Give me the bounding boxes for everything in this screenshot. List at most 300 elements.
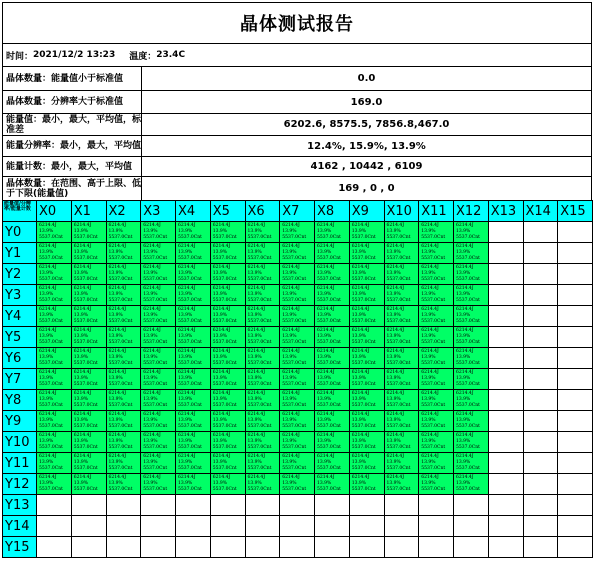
crystal-cell-line2: 13.9% xyxy=(456,270,471,276)
crystal-cell xyxy=(349,432,384,453)
crystal-cell xyxy=(37,453,72,474)
crystal-cell-line2: 13.9% xyxy=(39,291,54,297)
crystal-cell-line1: 6214.4J xyxy=(456,328,474,333)
crystal-cell-line1: 6214.4J xyxy=(212,454,231,459)
crystal-cell-line2: 13.9% xyxy=(39,228,54,234)
crystal-cell xyxy=(384,285,419,306)
crystal-cell-line2: 13.9% xyxy=(212,480,228,486)
crystal-cell-line3: 5537.0Cnt xyxy=(73,360,98,366)
crystal-cell xyxy=(210,516,245,537)
crystal-cell-line1: 6214.4J xyxy=(386,307,405,312)
crystal-cell xyxy=(454,453,489,474)
crystal-cell xyxy=(71,369,106,390)
crystal-cell-line1: 6214.4J xyxy=(386,391,405,396)
crystal-cell-line1: 6214.4J xyxy=(317,412,335,417)
crystal-cell xyxy=(315,516,350,537)
crystal-cell xyxy=(349,222,384,243)
crystal-cell-line1: 6214.4J xyxy=(247,286,266,291)
crystal-cell-line3: 5537.0Cnt xyxy=(212,234,237,240)
crystal-cell-line1: 6214.4J xyxy=(456,307,474,312)
crystal-cell xyxy=(245,390,280,411)
crystal-cell-line1: 6214.4J xyxy=(421,328,439,333)
crystal-cell xyxy=(384,537,419,558)
crystal-cell-line3: 5537.0Cnt xyxy=(178,255,202,261)
crystal-cell xyxy=(141,411,176,432)
crystal-cell-line1: 6214.4J xyxy=(421,412,439,417)
crystal-cell-line3: 5537.0Cnt xyxy=(282,360,307,366)
grid-row xyxy=(3,411,593,432)
grid-row xyxy=(3,390,593,411)
crystal-cell xyxy=(210,390,245,411)
crystal-cell-line1: 6214.4J xyxy=(39,433,57,438)
crystal-cell-line3: 5537.0Cnt xyxy=(178,444,202,450)
crystal-cell xyxy=(106,264,141,285)
crystal-cell-line3: 5537.0Cnt xyxy=(73,297,98,303)
crystal-cell-line3: 5537.0Cnt xyxy=(386,381,411,387)
crystal-cell-line2: 13.9% xyxy=(39,459,54,465)
crystal-cell-line2: 13.9% xyxy=(421,333,436,339)
crystal-cell-line2: 13.9% xyxy=(212,249,228,255)
crystal-cell xyxy=(176,348,211,369)
crystal-cell xyxy=(488,243,523,264)
crystal-cell-line1: 6214.4J xyxy=(178,328,196,333)
crystal-cell-line3: 5537.0Cnt xyxy=(351,234,376,240)
crystal-cell xyxy=(315,474,350,495)
crystal-cell-line2: 13.9% xyxy=(143,396,158,402)
crystal-cell-line2: 13.9% xyxy=(212,375,228,381)
crystal-cell-line3: 5537.0Cnt xyxy=(39,276,63,282)
crystal-cell-line2: 13.9% xyxy=(247,396,262,402)
crystal-cell-line3: 5537.0Cnt xyxy=(351,486,376,492)
crystal-cell xyxy=(558,453,593,474)
crystal-cell-line3: 5537.0Cnt xyxy=(351,276,376,282)
crystal-cell-line1: 6214.4J xyxy=(351,349,370,354)
grid-row xyxy=(3,537,593,558)
crystal-cell-line1: 6214.4J xyxy=(178,286,196,291)
crystal-cell xyxy=(523,327,558,348)
crystal-cell xyxy=(141,474,176,495)
crystal-cell-line2: 13.9% xyxy=(351,396,367,402)
crystal-cell-line2: 13.9% xyxy=(247,249,262,255)
crystal-cell-line2: 13.9% xyxy=(421,480,436,486)
crystal-cell xyxy=(141,264,176,285)
crystal-cell-line2: 13.9% xyxy=(247,459,262,465)
crystal-cell-line1: 6214.4J xyxy=(317,454,335,459)
crystal-cell xyxy=(315,390,350,411)
crystal-cell xyxy=(280,285,315,306)
crystal-cell xyxy=(419,222,454,243)
crystal-cell xyxy=(488,432,523,453)
crystal-cell-line2: 13.9% xyxy=(143,480,158,486)
crystal-cell xyxy=(37,390,72,411)
crystal-cell-line2: 13.9% xyxy=(143,270,158,276)
grid-corner-label: 能量值/分辨率/能量计数 xyxy=(3,201,37,222)
crystal-cell-line2: 13.9% xyxy=(282,480,297,486)
crystal-cell xyxy=(558,243,593,264)
crystal-cell xyxy=(245,222,280,243)
crystal-cell-line3: 5537.0Cnt xyxy=(282,381,307,387)
grid-row xyxy=(3,516,593,537)
crystal-cell xyxy=(454,327,489,348)
grid-row xyxy=(3,243,593,264)
crystal-cell-line1: 6214.4J xyxy=(421,265,439,270)
crystal-cell xyxy=(384,264,419,285)
crystal-cell-line3: 5537.0Cnt xyxy=(247,423,272,429)
crystal-cell-line1: 6214.4J xyxy=(143,307,161,312)
crystal-cell xyxy=(71,348,106,369)
crystal-cell-line3: 5537.0Cnt xyxy=(421,234,446,240)
crystal-cell-line3: 5537.0Cnt xyxy=(73,465,98,471)
crystal-cell-line1: 6214.4J xyxy=(39,349,57,354)
crystal-cell-line3: 5537.0Cnt xyxy=(178,339,202,345)
crystal-cell-line1: 6214.4J xyxy=(282,223,300,228)
crystal-cell-line2: 13.9% xyxy=(73,438,89,444)
crystal-cell xyxy=(210,264,245,285)
crystal-cell-line1: 6214.4J xyxy=(317,307,335,312)
crystal-cell-line2: 13.9% xyxy=(212,228,228,234)
crystal-cell-line2: 13.9% xyxy=(73,480,89,486)
crystal-cell xyxy=(106,222,141,243)
crystal-cell-line2: 13.9% xyxy=(351,312,367,318)
crystal-cell xyxy=(280,243,315,264)
crystal-cell xyxy=(384,432,419,453)
crystal-cell-line3: 5537.0Cnt xyxy=(73,276,98,282)
stat-label-range-count: 晶体数量：在范围、高于上限、低于下限(能量值) xyxy=(2,176,142,201)
column-header-x10: X10 xyxy=(384,201,419,222)
crystal-cell-line2: 13.9% xyxy=(178,438,193,444)
crystal-cell xyxy=(106,285,141,306)
crystal-cell-line3: 5537.0Cnt xyxy=(212,276,237,282)
crystal-cell xyxy=(210,453,245,474)
row-header-y4: Y4 xyxy=(3,306,37,327)
crystal-cell-line3: 5537.0Cnt xyxy=(73,423,98,429)
crystal-cell xyxy=(210,474,245,495)
crystal-cell xyxy=(210,495,245,516)
crystal-cell-line2: 13.9% xyxy=(247,312,262,318)
crystal-cell-line3: 5537.0Cnt xyxy=(386,297,411,303)
crystal-cell-line1: 6214.4J xyxy=(212,412,231,417)
crystal-cell-line2: 13.9% xyxy=(39,249,54,255)
crystal-cell-line2: 13.9% xyxy=(456,312,471,318)
crystal-cell xyxy=(488,495,523,516)
crystal-cell xyxy=(106,516,141,537)
crystal-cell-line3: 5537.0Cnt xyxy=(108,381,133,387)
crystal-cell-line3: 5537.0Cnt xyxy=(247,381,272,387)
crystal-cell xyxy=(141,243,176,264)
column-header-x8: X8 xyxy=(315,201,350,222)
crystal-cell-line3: 5537.0Cnt xyxy=(421,255,446,261)
crystal-cell xyxy=(106,306,141,327)
crystal-cell xyxy=(488,411,523,432)
crystal-cell xyxy=(280,432,315,453)
crystal-cell-line3: 5537.0Cnt xyxy=(247,318,272,324)
crystal-cell-line1: 6214.4J xyxy=(178,475,196,480)
crystal-cell-line1: 6214.4J xyxy=(143,370,161,375)
crystal-cell-line2: 13.9% xyxy=(212,396,228,402)
crystal-cell xyxy=(106,327,141,348)
crystal-cell-line1: 6214.4J xyxy=(108,391,127,396)
crystal-cell xyxy=(384,306,419,327)
crystal-cell-line3: 5537.0Cnt xyxy=(317,255,341,261)
crystal-cell-line2: 13.9% xyxy=(39,312,54,318)
crystal-cell-line2: 13.9% xyxy=(143,312,158,318)
crystal-cell-line3: 5537.0Cnt xyxy=(143,402,168,408)
crystal-cell-line1: 6214.4J xyxy=(143,265,161,270)
crystal-cell xyxy=(245,474,280,495)
crystal-cell xyxy=(37,285,72,306)
crystal-cell-line3: 5537.0Cnt xyxy=(178,423,202,429)
crystal-cell-line1: 6214.4J xyxy=(421,286,439,291)
crystal-cell-line1: 6214.4J xyxy=(73,328,92,333)
crystal-cell-line1: 6214.4J xyxy=(178,349,196,354)
crystal-cell xyxy=(141,453,176,474)
crystal-cell-line1: 6214.4J xyxy=(39,412,57,417)
crystal-cell xyxy=(176,264,211,285)
crystal-cell-line2: 13.9% xyxy=(456,333,471,339)
crystal-cell-line2: 13.9% xyxy=(282,396,297,402)
crystal-cell-line3: 5537.0Cnt xyxy=(178,276,202,282)
grid-row xyxy=(3,453,593,474)
crystal-cell-line1: 6214.4J xyxy=(386,265,405,270)
grid-row xyxy=(3,474,593,495)
crystal-cell-line3: 5537.0Cnt xyxy=(178,318,202,324)
crystal-cell-line3: 5537.0Cnt xyxy=(456,423,480,429)
crystal-cell xyxy=(454,306,489,327)
stat-label-low-energy-count: 晶体数量：能量值小于标准值 xyxy=(2,66,142,91)
crystal-cell xyxy=(419,495,454,516)
crystal-cell-line1: 6214.4J xyxy=(108,328,127,333)
crystal-cell-line2: 13.9% xyxy=(421,438,436,444)
crystal-cell xyxy=(419,474,454,495)
crystal-cell-line2: 13.9% xyxy=(178,270,193,276)
crystal-cell-line2: 13.9% xyxy=(73,270,89,276)
crystal-cell-line1: 6214.4J xyxy=(108,454,127,459)
crystal-cell-line2: 13.9% xyxy=(108,354,123,360)
crystal-cell xyxy=(419,432,454,453)
crystal-cell xyxy=(71,537,106,558)
crystal-grid xyxy=(2,200,593,558)
crystal-cell xyxy=(384,474,419,495)
crystal-cell-line1: 6214.4J xyxy=(247,454,266,459)
crystal-cell xyxy=(454,474,489,495)
crystal-cell-line1: 6214.4J xyxy=(421,307,439,312)
crystal-cell-line3: 5537.0Cnt xyxy=(282,255,307,261)
crystal-cell-line2: 13.9% xyxy=(386,396,401,402)
crystal-cell-line1: 6214.4J xyxy=(39,328,57,333)
crystal-cell xyxy=(523,453,558,474)
crystal-cell-line3: 5537.0Cnt xyxy=(317,423,341,429)
crystal-cell-line3: 5537.0Cnt xyxy=(247,402,272,408)
crystal-cell xyxy=(488,264,523,285)
grid-row xyxy=(3,369,593,390)
crystal-cell-line1: 6214.4J xyxy=(386,433,405,438)
crystal-cell xyxy=(37,264,72,285)
crystal-cell xyxy=(141,432,176,453)
crystal-cell-line2: 13.9% xyxy=(73,354,89,360)
crystal-cell-line3: 5537.0Cnt xyxy=(386,234,411,240)
crystal-cell xyxy=(384,327,419,348)
crystal-cell xyxy=(523,516,558,537)
crystal-cell-line1: 6214.4J xyxy=(351,370,370,375)
crystal-cell xyxy=(280,390,315,411)
time-value: 2021/12/2 13:23 xyxy=(33,50,116,60)
column-header-x5: X5 xyxy=(210,201,245,222)
crystal-cell xyxy=(245,537,280,558)
crystal-cell xyxy=(210,348,245,369)
crystal-cell-line1: 6214.4J xyxy=(421,391,439,396)
crystal-cell xyxy=(349,390,384,411)
crystal-cell-line3: 5537.0Cnt xyxy=(247,360,272,366)
crystal-cell xyxy=(210,369,245,390)
crystal-cell-line3: 5537.0Cnt xyxy=(143,234,168,240)
crystal-cell-line2: 13.9% xyxy=(143,354,158,360)
crystal-cell-line2: 13.9% xyxy=(456,228,471,234)
crystal-cell xyxy=(176,243,211,264)
crystal-cell-line2: 13.9% xyxy=(212,291,228,297)
row-header-y12: Y12 xyxy=(3,474,37,495)
crystal-cell-line3: 5537.0Cnt xyxy=(351,297,376,303)
crystal-cell-line2: 13.9% xyxy=(212,312,228,318)
column-header-x13: X13 xyxy=(488,201,523,222)
crystal-cell xyxy=(349,474,384,495)
crystal-cell-line1: 6214.4J xyxy=(247,370,266,375)
crystal-cell-line2: 13.9% xyxy=(421,375,436,381)
crystal-cell-line1: 6214.4J xyxy=(178,433,196,438)
crystal-cell-line1: 6214.4J xyxy=(386,370,405,375)
crystal-cell-line2: 13.9% xyxy=(317,417,332,423)
crystal-cell xyxy=(176,285,211,306)
crystal-cell-line2: 13.9% xyxy=(143,228,158,234)
crystal-cell-line2: 13.9% xyxy=(73,375,89,381)
stat-value-low-energy-count: 0.0 xyxy=(141,66,592,91)
stat-value-range-count: 169 , 0 , 0 xyxy=(141,176,592,201)
crystal-cell-line2: 13.9% xyxy=(39,333,54,339)
crystal-cell-line3: 5537.0Cnt xyxy=(108,318,133,324)
crystal-cell xyxy=(106,537,141,558)
crystal-cell xyxy=(106,453,141,474)
crystal-cell-line1: 6214.4J xyxy=(421,349,439,354)
crystal-cell-line1: 6214.4J xyxy=(73,370,92,375)
crystal-cell xyxy=(280,453,315,474)
crystal-cell-line3: 5537.0Cnt xyxy=(212,339,237,345)
crystal-cell xyxy=(454,369,489,390)
crystal-cell-line1: 6214.4J xyxy=(143,433,161,438)
crystal-cell-line1: 6214.4J xyxy=(421,244,439,249)
crystal-cell xyxy=(106,495,141,516)
crystal-cell-line2: 13.9% xyxy=(247,417,262,423)
crystal-cell-line3: 5537.0Cnt xyxy=(456,486,480,492)
crystal-cell-line3: 5537.0Cnt xyxy=(73,339,98,345)
crystal-cell-line2: 13.9% xyxy=(247,354,262,360)
crystal-cell-line1: 6214.4J xyxy=(282,412,300,417)
crystal-cell-line3: 5537.0Cnt xyxy=(456,276,480,282)
crystal-cell-line1: 6214.4J xyxy=(317,328,335,333)
crystal-cell-line2: 13.9% xyxy=(282,249,297,255)
crystal-cell-line1: 6214.4J xyxy=(108,475,127,480)
crystal-cell-line1: 6214.4J xyxy=(282,370,300,375)
crystal-cell-line3: 5537.0Cnt xyxy=(247,339,272,345)
crystal-cell xyxy=(71,453,106,474)
crystal-cell xyxy=(37,243,72,264)
crystal-cell-line3: 5537.0Cnt xyxy=(317,486,341,492)
crystal-cell xyxy=(349,243,384,264)
crystal-cell-line2: 13.9% xyxy=(178,417,193,423)
crystal-cell-line3: 5537.0Cnt xyxy=(108,486,133,492)
crystal-cell-line1: 6214.4J xyxy=(351,412,370,417)
crystal-cell-line3: 5537.0Cnt xyxy=(143,276,168,282)
crystal-cell xyxy=(558,285,593,306)
crystal-cell xyxy=(454,264,489,285)
crystal-cell-line1: 6214.4J xyxy=(108,307,127,312)
crystal-cell-line2: 13.9% xyxy=(282,354,297,360)
crystal-cell xyxy=(349,411,384,432)
crystal-cell-line2: 13.9% xyxy=(456,480,471,486)
crystal-cell-line3: 5537.0Cnt xyxy=(212,381,237,387)
crystal-cell-line1: 6214.4J xyxy=(143,475,161,480)
crystal-cell xyxy=(280,369,315,390)
crystal-cell xyxy=(558,390,593,411)
crystal-cell-line1: 6214.4J xyxy=(282,349,300,354)
crystal-cell-line3: 5537.0Cnt xyxy=(39,234,63,240)
crystal-cell xyxy=(419,516,454,537)
crystal-cell xyxy=(384,222,419,243)
crystal-cell-line2: 13.9% xyxy=(456,417,471,423)
crystal-cell-line1: 6214.4J xyxy=(317,286,335,291)
crystal-cell xyxy=(488,348,523,369)
crystal-cell-line3: 5537.0Cnt xyxy=(456,360,480,366)
crystal-cell xyxy=(245,306,280,327)
crystal-cell xyxy=(37,432,72,453)
crystal-cell-line3: 5537.0Cnt xyxy=(143,381,168,387)
crystal-cell-line3: 5537.0Cnt xyxy=(351,318,376,324)
crystal-cell-line1: 6214.4J xyxy=(456,286,474,291)
crystal-cell-line2: 13.9% xyxy=(282,438,297,444)
crystal-cell-line1: 6214.4J xyxy=(73,412,92,417)
crystal-cell-line1: 6214.4J xyxy=(143,328,161,333)
time-label: 时间： xyxy=(6,51,34,62)
crystal-cell xyxy=(37,516,72,537)
crystal-cell xyxy=(245,432,280,453)
crystal-cell-line3: 5537.0Cnt xyxy=(351,444,376,450)
crystal-cell-line1: 6214.4J xyxy=(39,265,57,270)
crystal-cell-line1: 6214.4J xyxy=(247,391,266,396)
crystal-cell-line1: 6214.4J xyxy=(212,391,231,396)
crystal-cell-line1: 6214.4J xyxy=(386,412,405,417)
crystal-cell-line2: 13.9% xyxy=(421,354,436,360)
crystal-cell-line1: 6214.4J xyxy=(143,286,161,291)
crystal-cell xyxy=(176,411,211,432)
crystal-cell-line1: 6214.4J xyxy=(73,349,92,354)
row-header-y1: Y1 xyxy=(3,243,37,264)
crystal-cell-line2: 13.9% xyxy=(282,291,297,297)
crystal-cell-line1: 6214.4J xyxy=(282,265,300,270)
crystal-cell xyxy=(419,285,454,306)
stat-value-resolution-summary: 12.4%, 15.9%, 13.9% xyxy=(141,135,592,157)
crystal-cell-line3: 5537.0Cnt xyxy=(282,423,307,429)
crystal-cell-line1: 6214.4J xyxy=(143,391,161,396)
crystal-cell-line1: 6214.4J xyxy=(73,223,92,228)
crystal-cell-line1: 6214.4J xyxy=(108,286,127,291)
crystal-cell xyxy=(141,222,176,243)
crystal-cell-line3: 5537.0Cnt xyxy=(178,234,202,240)
crystal-cell-line3: 5537.0Cnt xyxy=(421,486,446,492)
crystal-cell xyxy=(523,474,558,495)
crystal-cell-line3: 5537.0Cnt xyxy=(39,318,63,324)
crystal-cell-line2: 13.9% xyxy=(108,417,123,423)
row-header-y13: Y13 xyxy=(3,495,37,516)
crystal-cell-line2: 13.9% xyxy=(247,228,262,234)
crystal-cell xyxy=(141,306,176,327)
